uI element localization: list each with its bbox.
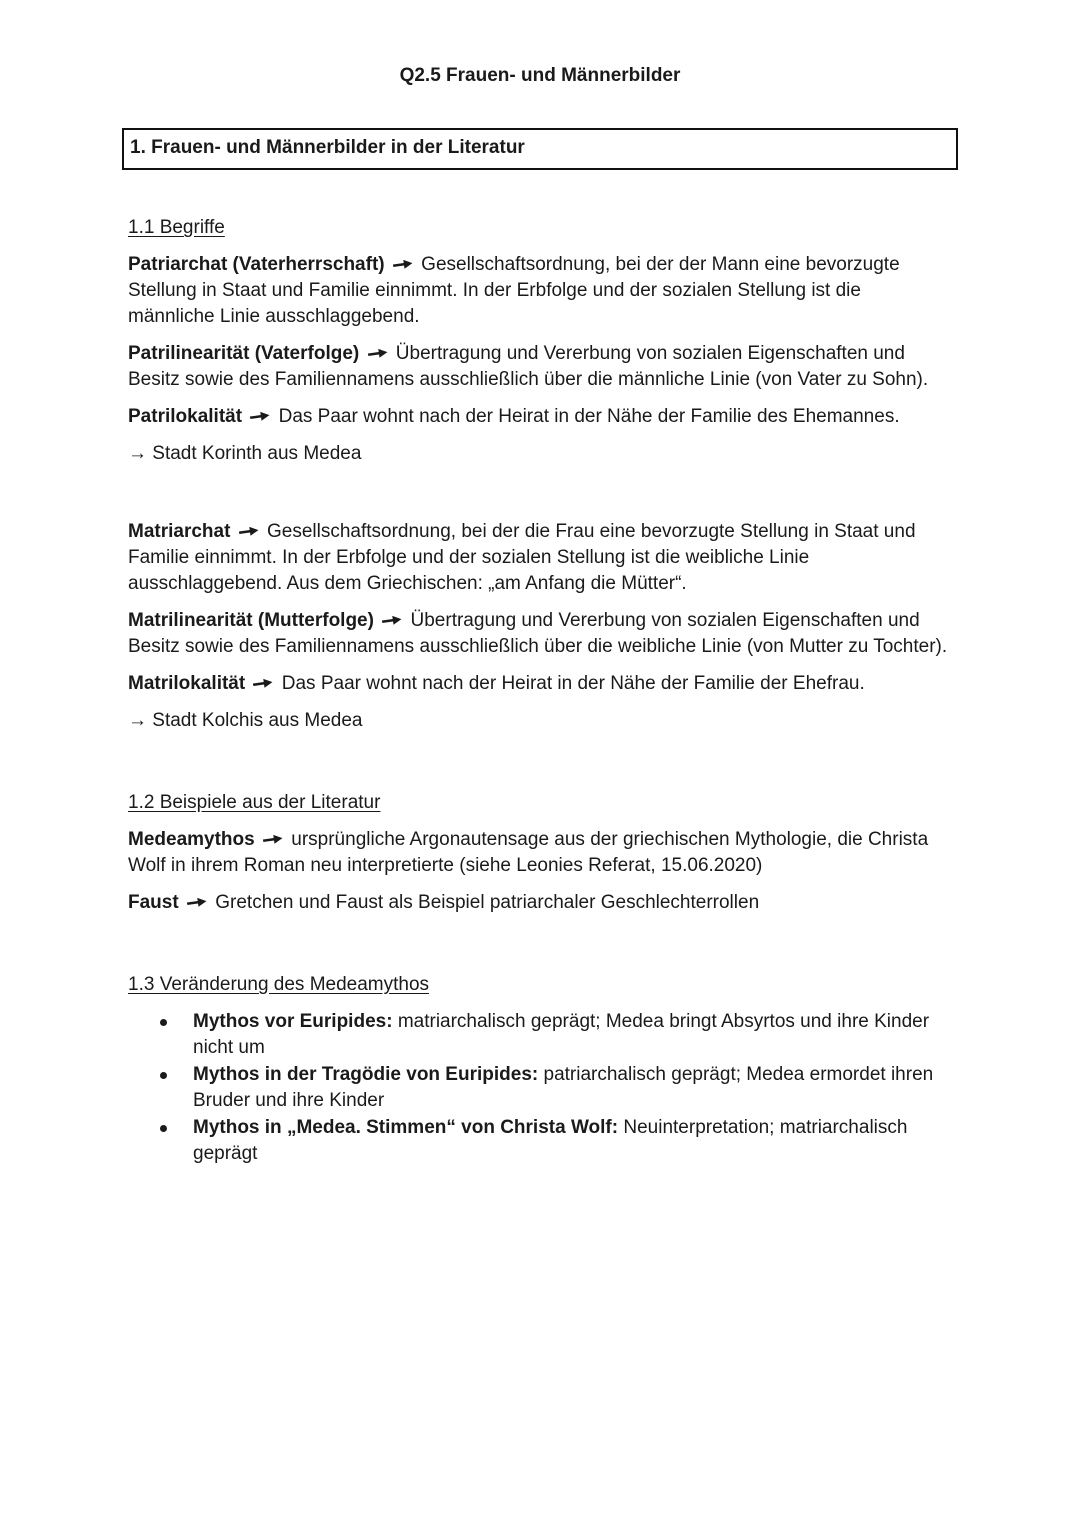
definition-patrilinearitaet — [128, 341, 952, 393]
definition-term: Faust — [128, 892, 179, 913]
note-text: Stadt Korinth aus Medea — [152, 443, 362, 464]
arrow-icon — [253, 677, 273, 690]
bullet-list — [128, 1009, 952, 1167]
definition-term: Patriarchat (Vaterherrschaft) — [128, 254, 385, 275]
bullet-lead: Mythos vor Euripides: — [193, 1011, 393, 1032]
definition-medeamythos — [128, 827, 952, 879]
bullet-text: matriarchalisch geprägt; Medea bringt Absyrtos und ihre Kinder nicht um — [193, 1011, 930, 1058]
definition-text: Gretchen und Faust als Beispiel patriarchaler Geschlechterrollen — [215, 892, 760, 913]
subsection-heading-1-3: 1.3 Veränderung des Medeamythos — [128, 974, 430, 995]
definition-text: ursprüngliche Argonautensage aus der griechischen Mythologie, die Christa Wolf in ihrem Roman neu interpretierte (siehe Leonies Referat, 15.06.2020) — [128, 829, 929, 876]
definition-matrilokalitaet — [128, 671, 952, 697]
definition-term: Patrilokalität — [128, 406, 243, 427]
bullet-icon — [160, 1019, 167, 1026]
definition-text: Gesellschaftsordnung, bei der die Frau eine bevorzugte Stellung in Staat und Familie einnimmt. In der Erbfolge und der sozialen Stellung ist die weibliche Linie ausschlaggebend. Aus dem Griechischen: „am Anfang die Mütter“. — [128, 521, 916, 594]
arrow-icon — [393, 258, 413, 271]
arrow-icon — [239, 525, 259, 538]
arrow-icon — [263, 833, 283, 846]
definition-matriarchat — [128, 519, 952, 597]
arrow-icon: → — [128, 443, 147, 464]
definition-text: Das Paar wohnt nach der Heirat in der Nähe der Familie der Ehefrau. — [281, 673, 865, 694]
definition-patrilokalitaet — [128, 404, 952, 430]
definition-text: Übertragung und Vererbung von sozialen Eigenschaften und Besitz sowie des Familiennamens ausschließlich über die männliche Linie (von Vater zu Sohn). — [128, 343, 929, 390]
definition-term: Matriarchat — [128, 521, 231, 542]
definition-text: Das Paar wohnt nach der Heirat in der Nähe der Familie des Ehemannes. — [278, 406, 900, 427]
subsection-heading-1-2: 1.2 Beispiele aus der Literatur — [128, 792, 381, 813]
list-item — [193, 1115, 952, 1167]
arrow-icon — [382, 614, 402, 627]
section-heading-box — [122, 128, 958, 170]
bullet-text: Neuinterpretation; matriarchalisch geprägt — [193, 1117, 908, 1164]
arrow-icon: → — [128, 710, 147, 731]
arrow-icon — [368, 347, 388, 360]
bullet-text: patriarchalisch geprägt; Medea ermordet ihren Bruder und ihre Kinder — [193, 1064, 934, 1111]
arrow-icon — [250, 410, 270, 423]
list-item — [193, 1062, 952, 1114]
bullet-icon — [160, 1125, 167, 1132]
definition-term: Medeamythos — [128, 829, 255, 850]
definition-term: Matrilinearität (Mutterfolge) — [128, 610, 374, 631]
note-kolchis — [128, 708, 952, 734]
definition-text: Übertragung und Vererbung von sozialen Eigenschaften und Besitz sowie des Familiennamens ausschließlich über die weibliche Linie (von Mutter zu Tochter). — [128, 610, 948, 657]
definition-patriarchat — [128, 252, 952, 330]
definition-term: Patrilinearität (Vaterfolge) — [128, 343, 360, 364]
note-korinth — [128, 441, 952, 467]
section-heading: 1. Frauen- und Männerbilder in der Literatur — [130, 137, 525, 158]
bullet-icon — [160, 1072, 167, 1079]
definition-term: Matrilokalität — [128, 673, 246, 694]
definition-text: Gesellschaftsordnung, bei der der Mann eine bevorzugte Stellung in Staat und Familie einnimmt. In der Erbfolge und der sozialen Stellung ist die männliche Linie ausschlaggebend. — [128, 254, 900, 327]
page-title: Q2.5 Frauen- und Männerbilder — [399, 65, 681, 86]
arrow-icon — [187, 896, 207, 909]
bullet-lead: Mythos in der Tragödie von Euripides: — [193, 1064, 539, 1085]
list-item — [193, 1009, 952, 1061]
definition-matrilinearitaet — [128, 608, 952, 660]
definition-faust — [128, 890, 952, 916]
subsection-heading-1-1: 1.1 Begriffe — [128, 217, 225, 238]
note-text: Stadt Kolchis aus Medea — [152, 710, 363, 731]
bullet-lead: Mythos in „Medea. Stimmen“ von Christa Wolf: — [193, 1117, 619, 1138]
